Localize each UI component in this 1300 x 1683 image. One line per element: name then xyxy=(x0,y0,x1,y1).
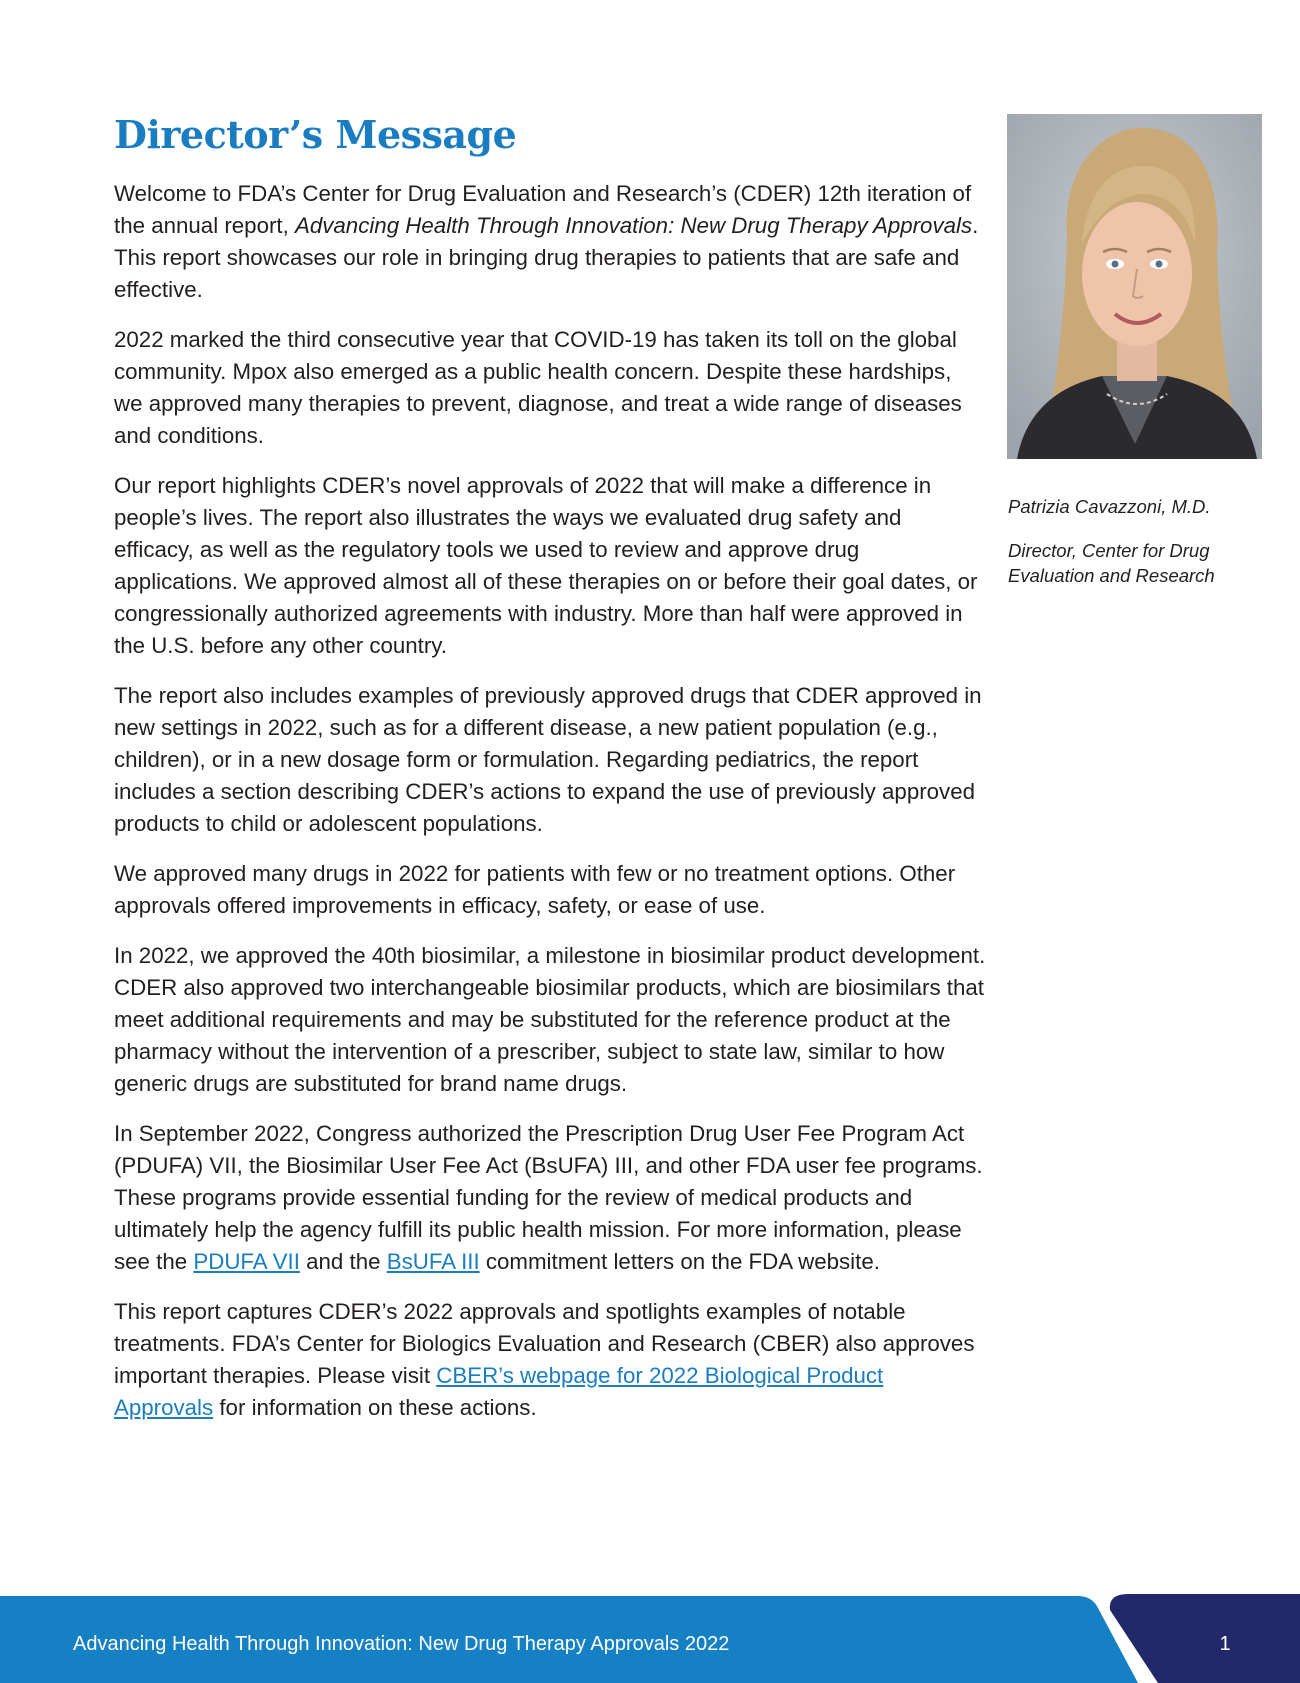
cber-webpage-link[interactable]: CBER’s webpage for 2022 Biological Product Approvals xyxy=(114,1363,884,1420)
page-title: Director’s Message xyxy=(114,112,517,157)
report-title-italic: Advancing Health Through Innovation: New Drug Therapy Approvals xyxy=(294,213,973,238)
paragraph-cber: This report captures CDER’s 2022 approvals and spotlights examples of notable treatments. FDA’s Center for Biologics Evaluation and Research (CBER) also approves important therapies. Please visit CBER’s webpage for 2022 Biological Product Approvals for information on these actions. xyxy=(114,1299,975,1420)
paragraph-welcome: Welcome to FDA’s Center for Drug Evaluation and Research’s (CDER) 12th iteration of the annual report, Advancing Health Through Innovation: New Drug Therapy Approvals. This report showcases our role in bringing drug therapies to patients that are safe and effective. xyxy=(114,181,979,302)
bsufa-iii-link[interactable]: BsUFA III xyxy=(386,1249,480,1274)
paragraph-biosimilars: In 2022, we approved the 40th biosimilar, a milestone in biosimilar product development. CDER also approved two interchangeable biosimilar products, which are biosimilars that meet additional requirements and may be substituted for the reference product at the pharmacy without the intervention of a prescriber, subject to state law, similar to how generic drugs are substituted for brand name drugs. xyxy=(114,943,986,1096)
director-title: Director, Center for Drug Evaluation and Research xyxy=(1008,540,1215,586)
photo-caption xyxy=(1008,494,1268,588)
pdufa-vii-link[interactable]: PDUFA VII xyxy=(193,1249,300,1274)
paragraph-new-settings: The report also includes examples of previously approved drugs that CDER approved in new settings in 2022, such as for a different disease, a new patient population (e.g., children), or in a new dosage form or formulation. Regarding pediatrics, the report includes a section describing CDER’s actions to expand the use of previously approved products to child or adolescent populations. xyxy=(114,683,982,836)
portrait-illustration xyxy=(1007,114,1262,459)
paragraph-treatment-options: We approved many drugs in 2022 for patients with few or no treatment options. Other approvals offered improvements in efficacy, safety, or ease of use. xyxy=(114,861,956,918)
paragraph-novel-approvals: Our report highlights CDER’s novel approvals of 2022 that will make a difference in people’s lives. The report also illustrates the ways we evaluated drug safety and efficacy, as well as the regulatory tools we used to review and approve drug applications. We approved almost all of these therapies on or before their goal dates, or congressionally authorized agreements with industry. More than half were approved in the U.S. before any other country. xyxy=(114,473,978,658)
paragraph-user-fees: In September 2022, Congress authorized the Prescription Drug User Fee Program Act (PDUFA) VII, the Biosimilar User Fee Act (BsUFA) III, and other FDA user fee programs. These programs provide essential funding for the review of medical products and ultimately help the agency fulfill its public health mission. For more information, please see the PDUFA VII and the BsUFA III commitment letters on the FDA website. xyxy=(114,1121,983,1274)
message-body xyxy=(114,178,986,1442)
director-portrait xyxy=(1007,114,1262,459)
footer-report-title: Advancing Health Through Innovation: New Drug Therapy Approvals 2022 xyxy=(73,1633,730,1655)
director-name: Patrizia Cavazzoni, M.D. xyxy=(1008,496,1211,517)
paragraph-covid: 2022 marked the third consecutive year that COVID-19 has taken its toll on the global community. Mpox also emerged as a public health concern. Despite these hardships, we approved many therapies to prevent, diagnose, and treat a wide range of diseases and conditions. xyxy=(114,327,962,448)
page-number: 1 xyxy=(1219,1633,1231,1655)
